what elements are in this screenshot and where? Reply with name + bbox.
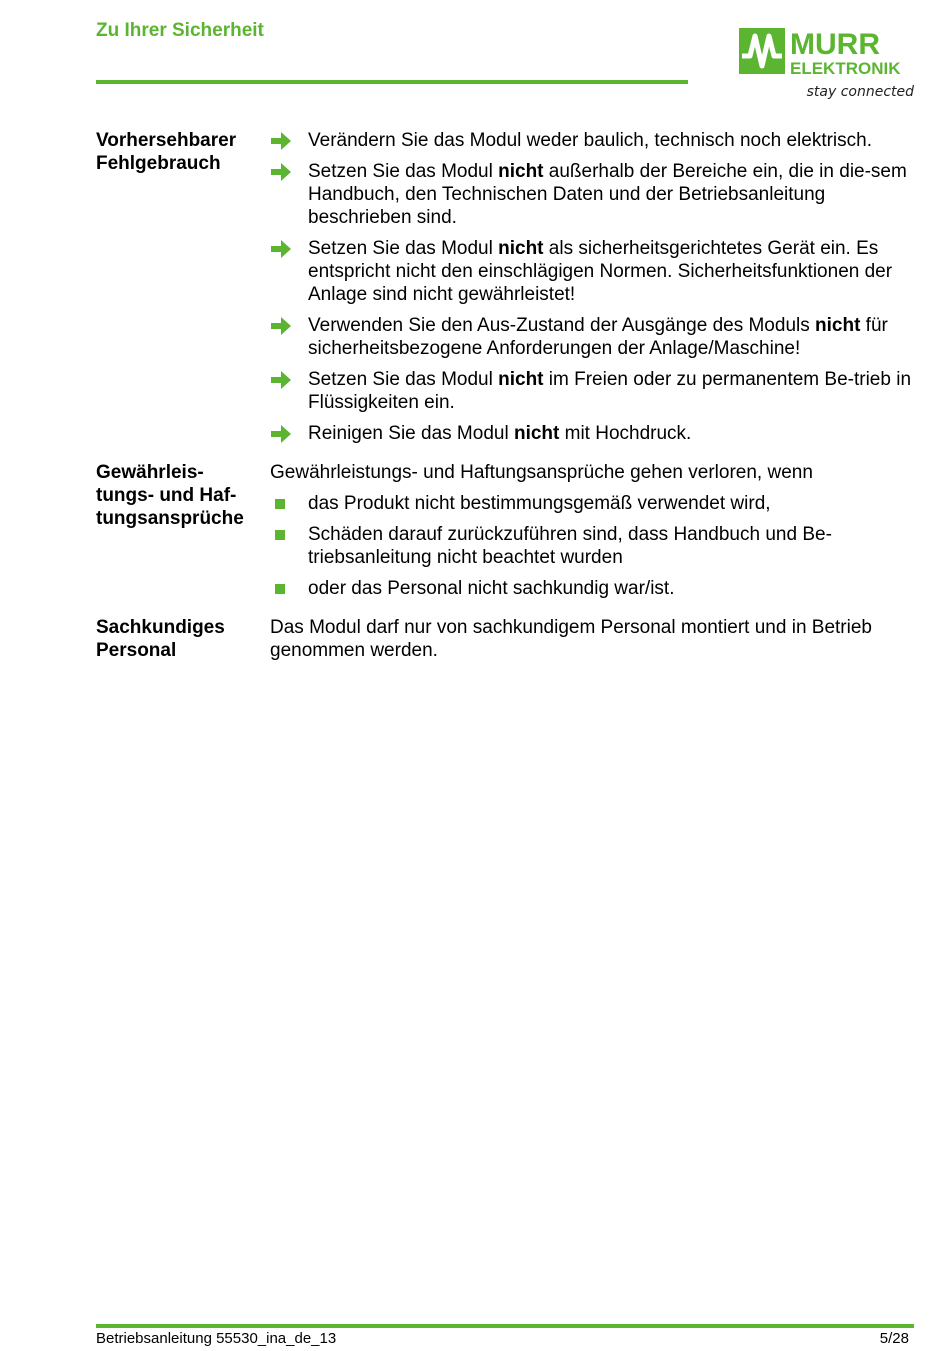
arrow-right-icon — [270, 239, 292, 259]
section-body — [270, 616, 916, 662]
arrow-right-icon — [270, 162, 292, 182]
list-item: Setzen Sie das Modul nicht außerhalb der Bereiche ein, die in die-sem Handbuch, den Technischen Daten und der Betriebsanleitung beschrieben sind. — [270, 160, 916, 229]
list-item: Verwenden Sie den Aus-Zustand der Ausgänge des Moduls nicht für sicherheitsbezogene Anforderungen der Anlage/Maschine! — [270, 314, 916, 360]
header-title: Zu Ihrer Sicherheit — [96, 20, 264, 41]
logo-wave-icon — [739, 28, 785, 74]
header-rule — [96, 80, 688, 84]
list-item: das Produkt nicht bestimmungsgemäß verwendet wird, — [270, 492, 916, 515]
square-bullet-icon — [275, 499, 285, 509]
section-label: Gewährleis-tungs- und Haf-tungsansprüche — [96, 462, 244, 529]
arrow-right-icon — [270, 131, 292, 151]
section-body — [270, 461, 916, 608]
square-bullet-icon — [275, 584, 285, 594]
section-intro: Gewährleistungs- und Haftungsansprüche gehen verloren, wenn — [270, 462, 813, 483]
footer-document-id: Betriebsanleitung 55530_ina_de_13 — [96, 1330, 337, 1347]
section-text: Das Modul darf nur von sachkundigem Personal montiert und in Betrieb genommen werden. — [270, 617, 872, 661]
list-item: Verändern Sie das Modul weder baulich, technisch noch elektrisch. — [270, 129, 916, 152]
section-label: Sachkundiges Personal — [96, 617, 225, 661]
list-item: Setzen Sie das Modul nicht als sicherheitsgerichtetes Gerät ein. Es entspricht nicht den einschlägigen Normen. Sicherheitsfunktionen der Anlage sind nicht gewährleistet! — [270, 237, 916, 306]
list-item: Setzen Sie das Modul nicht im Freien oder zu permanentem Be-trieb in Flüssigkeiten ein. — [270, 368, 916, 414]
logo-tagline: stay connected — [806, 84, 914, 100]
list-item: Reinigen Sie das Modul nicht mit Hochdruck. — [270, 422, 916, 445]
list-item: Schäden darauf zurückzuführen sind, dass Handbuch und Be-triebsanleitung nicht beachtet wurden — [270, 523, 916, 569]
logo-line1: MURR — [790, 28, 880, 61]
footer-page-number: 5/28 — [879, 1330, 909, 1347]
section-label: Vorhersehbarer Fehlgebrauch — [96, 130, 237, 174]
list-item: oder das Personal nicht sachkundig war/ist. — [270, 577, 916, 600]
arrow-right-icon — [270, 424, 292, 444]
footer-rule — [96, 1324, 914, 1328]
arrow-right-icon — [270, 316, 292, 336]
arrow-right-icon — [270, 370, 292, 390]
section-body — [270, 129, 916, 453]
logo-line2: ELEKTRONIK — [790, 59, 901, 78]
square-bullet-icon — [275, 530, 285, 540]
